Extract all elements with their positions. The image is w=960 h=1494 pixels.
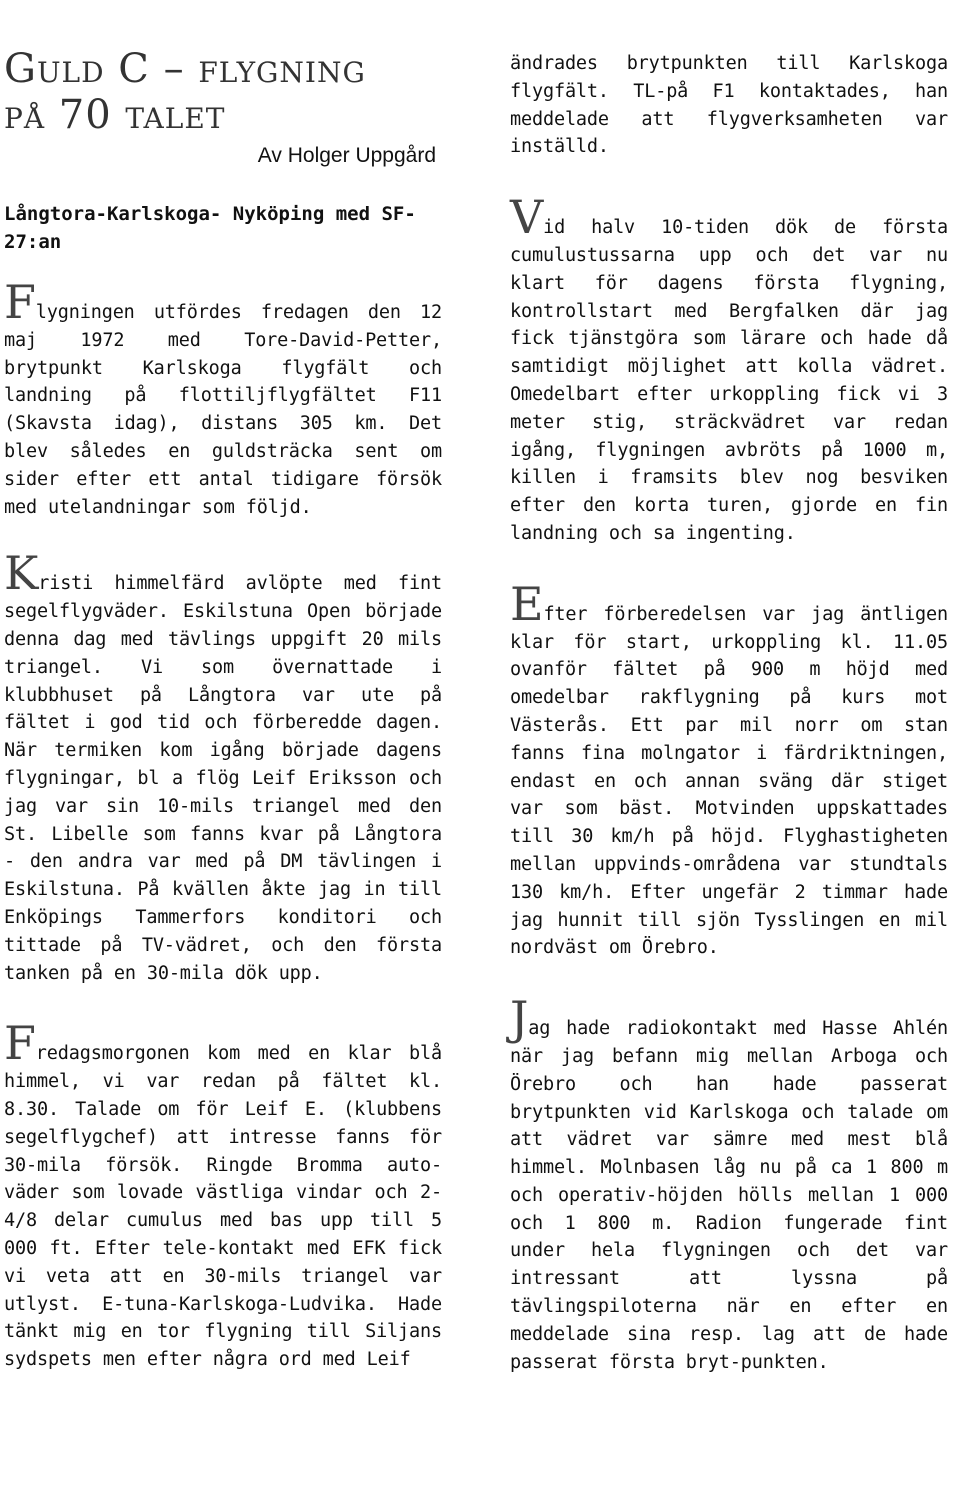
paragraph-text: fter förberedelsen var jag äntligen klar för start, urkoppling kl. 11.05 ovanför fältet på 900 m höjd med omedelbar rakflygning på kurs mot Västerås. Ett par mil norr om stan fanns fina molngator i färdriktningen, endast en och annan sväng där stiget var som bäst. Motvinden uppskattades till 30 km/h på höjd. Flyghastigheten mellan uppvinds-områdena var stundtals 130 km/h. Efter ungefär 2 timmar hade jag hunnit till sjön Tysslingen en mil nordväst om Örebro. <box>510 603 948 959</box>
byline: Av Holger Uppgård <box>257 144 436 167</box>
drop-cap: F <box>4 275 36 329</box>
paragraph-continuation: ändrades brytpunkten till Karlskoga flygfält. TL-på F1 kontaktades, han meddelade att flygverksamheten var inställd. <box>510 53 948 158</box>
drop-cap: F <box>4 1016 36 1071</box>
paragraph-text: id halv 10-tiden dök de första cumulustussarna upp och det var nu klart för dagens första flygning, kontrollstart med Bergfalken där jag fick tjänstgöra som lärare och hade då samtidigt möjlighet att kolla vädret. Omedelbart efter urkoppling fick vi 3 meter stig, sträckvädret var redan igång, flygningen avbröts på 1000 m, killen i framsits blev nog besviken efter den korta turen, gjorde en fin landning och sa ingenting. <box>510 217 948 544</box>
paragraph-text: risti himmelfärd avlöpte med fint segelflygväder. Eskilstuna Open började denna dag med tävlings uppgift 20 mils triangel. Vi som övernattade i klubbhuset på Långtora var ute på fältet i god tid och förberedde dagen. När termiken kom igång började dagens flygningar, bl a flög Leif Eriksson och jag var sin 10-mils triangel med den St. Libelle som fanns kvar på Långtora - den andra var med på DM tävlingen i Eskilstuna. På kvällen åkte jag in till Enköpings Tammerfors konditori och tittade på TV-vädret, och den första tanken på en 30-mila dök upp. <box>4 573 442 984</box>
paragraph-efter <box>510 576 948 962</box>
drop-cap: K <box>4 546 39 601</box>
paragraph-text: lygningen utfördes fredagen den 12 maj 1972 med Tore-David-Petter, brytpunkt Karlskoga flygfält och landning på flottiljflygfältet F11 (Skavsta idag), distans 305 km. Det blev således en guldsträcka sent om sider efter ett antal tidigare försök med utelandningar som följd. <box>4 302 442 518</box>
title-line-1: Guld C – flygning <box>4 46 366 92</box>
paragraph-kristi <box>4 546 442 987</box>
paragraph-flygningen <box>4 275 442 521</box>
drop-cap: V <box>510 190 544 245</box>
paragraph-vid <box>510 190 948 548</box>
drop-cap: E <box>510 576 544 631</box>
right-column <box>510 0 948 1376</box>
article-title <box>4 46 442 138</box>
paragraph-jag <box>510 991 948 1376</box>
subheading: Långtora-Karlskoga- Nyköping med SF-27:an <box>4 203 416 253</box>
left-column <box>4 0 442 1374</box>
paragraph-text: ag hade radiokontakt med Hasse Ahlén när jag befann mig mellan Arboga och Örebro och han hade passerat brytpunkten vid Karlskoga och talade om att vädret var sämre med mest blå himmel. Molnbasen låg nu på ca 1 800 m och operativ-höjden hölls mellan 1 000 och 1 800 m. Radion fungerade fint under hela flygningen och det var intressant att lyssna på tävlingspiloterna när en efter en meddelade sina resp. lag att de hade passerat första bryt-punkten. <box>510 1018 948 1373</box>
paragraph-text: redagsmorgonen kom med en klar blå himmel, vi var redan på fältet kl. 8.30. Talade om för Leif E. (klubbens segelflygchef) att intresse fanns för 30-mila försök. Ringde Bromma auto-väder som lovade västliga vindar och 2-4/8 delar cumulus med bas upp till 5 000 ft. Efter tele-kontakt med EFK fick vi veta att en 30-mils triangel var utlyst. E-tuna-Karlskoga-Ludvika. Hade tänkt mig en tor flygning till Siljans sydspets men efter några ord med Leif <box>4 1043 442 1371</box>
title-line-2: på 70 talet <box>4 92 226 138</box>
drop-cap: J <box>510 991 529 1046</box>
paragraph-fredagsmorgonen <box>4 1016 442 1374</box>
